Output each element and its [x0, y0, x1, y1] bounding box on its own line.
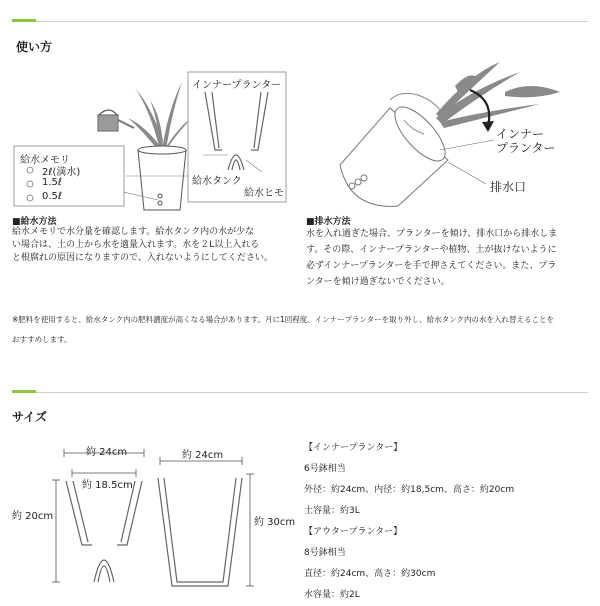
- outer-height: 約 30cm: [254, 517, 296, 528]
- spec-line: 直径：約24cm、高さ：約30cm: [304, 569, 436, 579]
- water-method-title: ■給水方法: [12, 217, 57, 227]
- inner-height: 約 20cm: [12, 511, 54, 522]
- water-method-line: と根腐れの原因になりますので、入れないようにしてください。: [12, 253, 273, 263]
- outer-planter-size-icon: [158, 478, 242, 586]
- inner-planter-size-icon: [66, 481, 142, 582]
- tilt-inner-label-line2: プランター: [496, 141, 556, 155]
- spec-line: 【アウタープランター】: [304, 527, 403, 537]
- inner-planter-label: インナープランター: [192, 80, 282, 91]
- level-2l: 2ℓ(満水): [42, 167, 81, 178]
- level-05l: 0.5ℓ: [42, 191, 63, 202]
- outer-width: 約 24cm: [182, 450, 224, 461]
- outer-dimension-lines: [160, 457, 254, 586]
- drain-method-line: ンターを傾け過ぎないでください。: [306, 277, 450, 287]
- inner-outer-width: 約 24cm: [86, 447, 128, 458]
- spec-line: 外径：約24cm、内径：約18,5cm、高さ：約20cm: [304, 485, 515, 495]
- drain-method-title: ■排水方法: [306, 217, 351, 227]
- spec-line: 水容量：約2L: [304, 590, 360, 600]
- size-specs: [304, 438, 514, 606]
- drain-method-line: 水を入れ過ぎた場合、プランターを傾け、排水口から排水しま: [306, 229, 558, 239]
- tilt-inner-label-line1: インナー: [496, 127, 545, 141]
- inner-dimension-lines: [52, 449, 144, 582]
- level-15l: 1.5ℓ: [42, 177, 63, 188]
- drain-method-line: す。その際、インナープランターや植物、土が抜けないように: [306, 245, 557, 255]
- drain-method-line: 必ずインナープランターを手で押さえてください。また、プラ: [306, 261, 557, 271]
- size-heading: サイズ: [12, 410, 48, 424]
- wick-label: 給水ヒモ: [244, 188, 284, 199]
- note-line: ※肥料を使用すると、給水タンク内の肥料濃度が高くなる場合があります。月に1回程度、インナープランターを取り外し、給水タンク内の水を入れ替えることを: [12, 315, 554, 324]
- drain-label: 排水口: [490, 180, 527, 194]
- inner-inner-width: 約 18.5cm: [82, 480, 133, 491]
- spec-line: 8号鉢相当: [304, 548, 346, 558]
- water-method-line: 給水メモリで水分量を確認します。給水タンク内の水が少な: [12, 227, 255, 237]
- tank-label: 給水タンク: [192, 176, 242, 187]
- usage-heading: 使い方: [16, 40, 53, 54]
- note-line: おすすめします。: [12, 335, 72, 344]
- spec-line: 6号鉢相当: [304, 464, 346, 474]
- spec-line: 【インナープランター】: [304, 443, 403, 453]
- spec-line: 土容量：約3L: [304, 506, 360, 516]
- memory-label: 給水メモリ: [20, 155, 70, 166]
- water-method-line: い場合は、土の上から水を適量入れます。水を２L以上入れる: [12, 240, 260, 250]
